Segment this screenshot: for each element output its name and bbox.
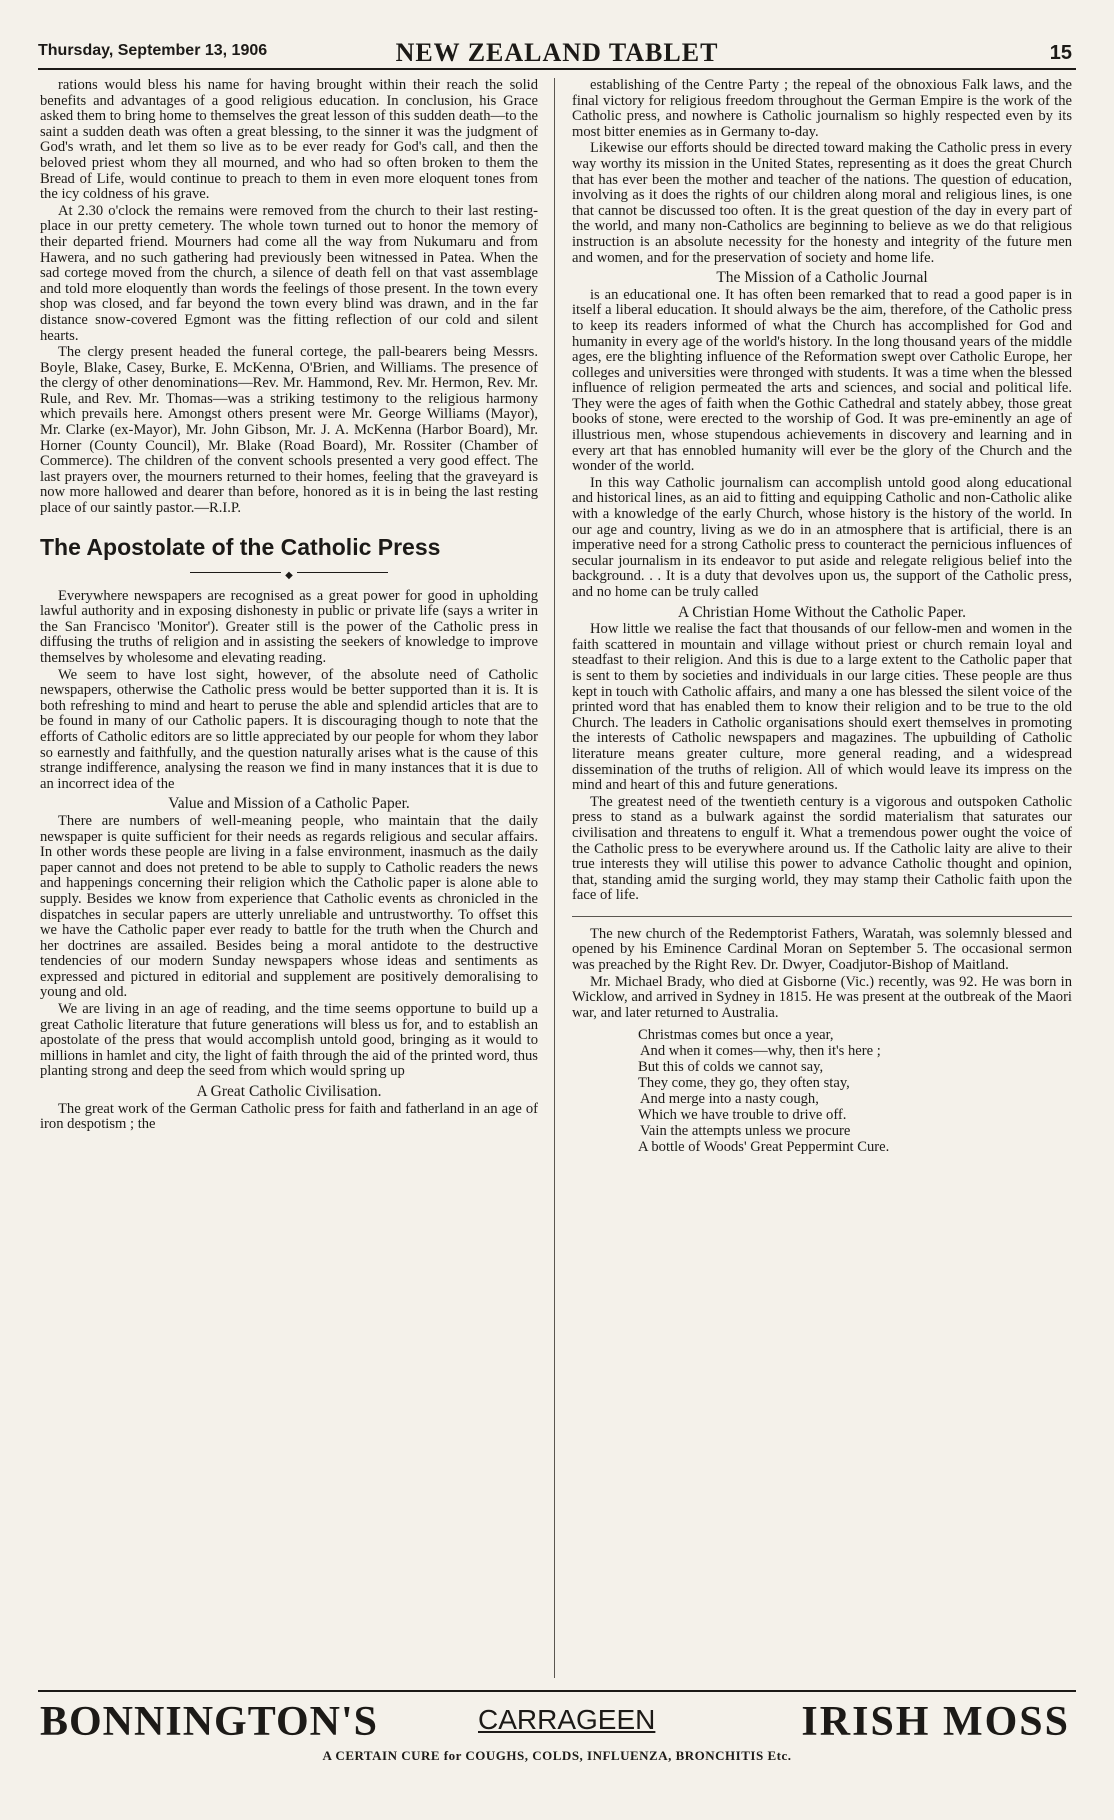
article-paragraph: We seem to have lost sight, however, of the absolute need of Catholic newspapers, otherwise the Catholic press would be better supported than it is. It is both refreshing to mind and heart to peruse the able and splendid articles that are to be found in many of our Catholic papers. It is discouraging though to note that the efforts of Catholic editors are so little appreciated by our people for whom they labor so earnestly and faithfully, and the question naturally arises what is the cause of this strange indifference, analysing the reason we find in many instances that it is due to an incorrect idea of the [40,666,538,792]
page-number: 15 [1049,42,1072,64]
advertisement-banner [38,1690,1076,1745]
poem-line: Vain the attempts unless we procure [640,1123,851,1140]
right-column [572,78,1072,1680]
poem-line: But this of colds we cannot say, [638,1059,824,1076]
article-paragraph: establishing of the Centre Party ; the repeal of the obnoxious Falk laws, and the final victory for religious freedom throughout the German Empire is the work of the Catholic press, and nowhere is Catholic journalism so highly respected even by its most bitter enemies as in Germany to-day. [572,78,1072,140]
section-separator [572,916,1072,917]
poem-line: Christmas comes but once a year, [638,1027,834,1044]
diamond-ornament-icon: ◆ [281,570,297,581]
newspaper-title: NEW ZEALAND TABLET [395,38,719,67]
article-paragraph: rations would bless his name for having brought within their reach the solid benefits and advantages of a good religious education. In conclusion, his Grace asked them to bring home to themselves the great lesson of this sudden death—to the saint a sudden death was often a great blessing, to the sinner it was the judgment of God's wrath, and let them so live as to be ever ready for God's call, and then the beloved priest whom they all mourned, and who had so often broken to them the Bread of Life, would continue to preach to them in even more eloquent tones from the icy coldness of his grave. [40,78,538,203]
article-paragraph: The clergy present headed the funeral cortege, the pall-bearers being Messrs. Boyle, Blake, Casey, Burke, E. McKenna, O'Brien, and Williams. The presence of the clergy of other denominations—Rev. Mr. Hammond, Rev. Mr. Hermon, Rev. Mr. Rule, and Rev. Mr. Thomas—was a striking testimony to the religious harmony which prevails here. Amongst others present were Mr. George Williams (Mayor), Mr. Clarke (ex-Mayor), Mr. John Gibson, Mr. J. A. McKenna (Harbor Board), Mr. Horner (County Council), Mr. Blake (Road Board), Mr. Rossiter (Chamber of Commerce). The children of the convent schools presented a very good effect. The last prayers over, the mourners returned to their homes, feeling that the graveyard is now more hallowed and dearer than before, honored as it is in being the last resting place of our saintly pastor.—R.I.P. [40,344,538,517]
article-paragraph: Everywhere newspapers are recognised as a great power for good in upholding lawful authority and in exposing dishonesty in public or private life (says a writer in the San Francisco 'Monitor'). Greater still is the power of the Catholic press in diffusing the truths of religion and in assisting the seekers of knowledge to improve themselves by wholesome and elevating reading. [40,587,538,666]
poem-line: And merge into a nasty cough, [640,1091,819,1108]
article-paragraph: We are living in an age of reading, and the time seems opportune to build up a great Catholic literature that future generations will bless us for, and to establish an apostolate of the press that would accomplish untold good, bringing as it would to millions in hamlet and city, the light of faith through the aid of the printed word, thus planting strong and deep the seed from which would spring up [40,1001,538,1080]
issue-date: Thursday, September 13, 1906 [38,42,268,59]
section-subheading: A Christian Home Without the Catholic Paper. [678,603,966,621]
advert-brand: BONNINGTON'S [40,1699,378,1745]
poem-line: They come, they go, they often stay, [638,1075,850,1092]
masthead [38,40,1076,70]
article-headline: The Apostolate of the Catholic Press [40,533,441,560]
advert-product: CARRAGEEN [478,1704,656,1735]
article-paragraph: is an educational one. It has often been remarked that to read a good paper is in itself a liberal education. It should always be the aim, therefore, of the Catholic press to keep its readers informed of what the Church has accomplished for God and humanity in every age of the world's history. In the long thousand years of the middle ages, ere the blighting influence of the Reformation swept over Catholic Europe, her colleges and universities were thronged with students. It was a time when the blessed influence of religion permeated the arts and sciences, and social and political life. They were the ages of faith when the Gothic Cathedral and stately abbey, those great books of stone, were erected to the worship of God. It was pre-eminently an age of illustrious men, whose stupendous achievements in discovery and learning and in every art that has ennobled humanity will ever be the glory of the Church and the wonder of the world. [572,286,1072,475]
poem-line: Which we have trouble to drive off. [638,1107,847,1124]
section-subheading: Value and Mission of a Catholic Paper. [168,795,410,813]
article-paragraph: At 2.30 o'clock the remains were removed from the church to their last resting-place in our pretty cemetery. The whole town turned out to honor the memory of their departed friend. Mourners had come all the way from Nukumaru and from Hawera, and no such gathering had previously been witnessed in Patea. When the sad cortege moved from the church, a silence of death fell on that vast assemblage and told more eloquently than words the feelings of those present. In the town every shop was closed, and far beyond the town every blind was drawn, and in the far distance snow-covered Egmont was the fitting reflection of our cold and silent hearts. [40,202,538,344]
article-paragraph: There are numbers of well-meaning people, who maintain that the daily newspaper is quite sufficient for their needs as regards religious and secular affairs. In other words these people are living in a false environment, inasmuch as the daily paper cannot and does not pretend to be able to supply to Catholic readers the news and happenings concerning their religion which the Catholic paper is alone able to supply. Besides we know from experience that Catholic events as chronicled in the dispatches in secular papers are utterly unreliable and untrustworthy. To offset this we have the Catholic paper ever ready to battle for the truth when the Church and her doctrines are assailed. Besides being a moral antidote to the destructive tendencies of our modern Sunday newspapers whose ideas and sentiments as expressed and pictured in editorial and supplement are positively demoralising to young and old. [40,812,538,1001]
advert-product-name: IRISH MOSS [801,1699,1070,1745]
section-subheading: The Mission of a Catholic Journal [716,269,928,287]
headline-ornament [40,567,538,581]
news-item: The new church of the Redemptorist Fathers, Waratah, was solemnly blessed and opened by his Eminence Cardinal Moran on September 5. The occasional sermon was preached by the Right Rev. Dr. Dwyer, Coadjutor-Bishop of Maitland. [572,925,1072,974]
article-paragraph: In this way Catholic journalism can accomplish untold good along educational and historical lines, as an aid to fitting and equipping Catholic and non-Catholic alike with a knowledge of the early Church, whose history is the history of the world. In our age and country, living as we do in an atmosphere that is artificial, there is an imperative need for a strong Catholic press to counteract the pernicious influences of secular journalism in its endeavor to put aside and relegate religious belief into the background. . . It is a duty that devolves upon us, the support of the Catholic press, and no home can be truly called [572,474,1072,600]
article-paragraph: The greatest need of the twentieth century is a vigorous and outspoken Catholic press to stand as a bulwark against the sordid materialism that saturates our civilisation and threatens to engulf it. What a tremendous power ought the voice of the Catholic press to be everywhere around us. If the Catholic laity are alive to their true interests they will utilise this power to advance Catholic thought and opinion, that, standing amid the surging world, they may stamp their Catholic faith upon the face of life. [572,793,1072,904]
advert-poem [638,1027,1072,1155]
article-paragraph: Likewise our efforts should be directed toward making the Catholic press in every way worthy its mission in the United States, representing as it does the great Church that has ever been the mother and teacher of the nations. The question of education, involving as it does the rights of our children along moral and religious lines, is one that cannot be discussed too often. It is the great question of the day in every part of the world, and many non-Catholics are beginning to believe as we do that religious instruction is an absolute necessity for the honesty and integrity of the future men and women, and for the preservation of society and home life. [572,140,1072,266]
section-subheading: A Great Catholic Civilisation. [196,1083,382,1101]
article-paragraph: The great work of the German Catholic press for faith and fatherland in an age of iron despotism ; the [40,1100,538,1133]
left-column [40,78,538,1680]
poem-line: And when it comes—why, then it's here ; [640,1043,881,1060]
column-divider [554,78,555,1678]
advert-tagline: A CERTAIN CURE for COUGHS, COLDS, INFLUENZA, BRONCHITIS Etc. [322,1748,792,1763]
poem-line: A bottle of Woods' Great Peppermint Cure. [638,1139,890,1156]
article-paragraph: How little we realise the fact that thousands of our fellow-men and women in the faith scattered in mountain and village without priest or church remain loyal and steadfast to their religion. And this is due to a large extent to the Catholic paper that is sent to them by societies and individuals in our large cities. These people are thus kept in touch with Catholic affairs, and many a one has blessed the silent voice of the printed word that has enabled them to know their religion and to be true to the old Church. The leaders in Catholic organisations should exert themselves in promoting the interests of Catholic newspapers and magazines. The upbuilding of Catholic literature means greater culture, more general reading, and a widespread dissemination of the truths of religion. All of which would leave its impress on the mind and heart of this and future generations. [572,621,1072,794]
news-item: Mr. Michael Brady, who died at Gisborne (Vic.) recently, was 92. He was born in Wicklow, and arrived in Sydney in 1815. He was present at the outbreak of the Maori war, and later returned to Australia. [572,973,1072,1021]
